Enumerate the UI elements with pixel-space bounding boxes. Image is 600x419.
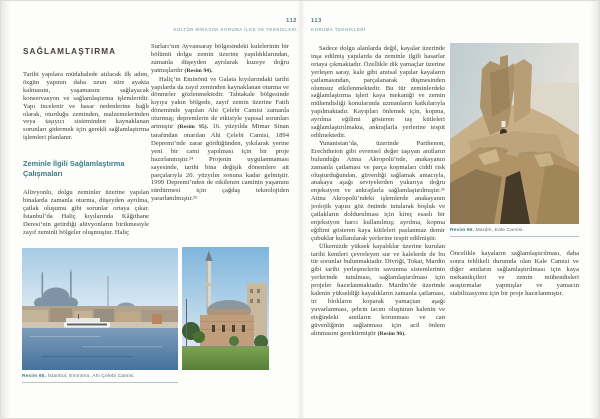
caption-text: Mardin, Kale Camisi. [474,228,524,233]
right-left-column [311,45,445,339]
paragraph: Öncelikle kayaların sağlamlaştırılması, daha sonra tehlikeli durumda olan Kale Camisi ve diğer anıtların sağlamlaştırılması için kaya mekanikçileri ve zemin mühendisleri araştırmalar yapmışlar ve yamacın stabilizasyonu için bir proje hazırlanmıştır. [450,250,579,297]
paragraph [151,76,289,204]
paragraph-text: Ülkemizde yüksek kayalıklar üzerine kurulan tarihi kentleri çevreleyen sur ve kalelerde de bu tür sorunlar bulunmaktadır. Divriği, Tokat, Mardin gibi tarihi yerleşmelerin savunma sistemlerinin yerlerinde tutulması, sağlamlaştırılması için projeler hazırlanmaktadır. Mardin’de üzerinde kalenin yükseldiği kayalıkların zamanla çatlaması, iri blokların koparak yamaçtan aşağı yuvarlanması, şehrin tacını oluşturan kalenin ve eteğindeki anıtların korunması ve can güvenliğinin sağlanması için acil önlem alınmasını gerektirmiştir [311,242,445,337]
right-right-column [450,250,579,297]
paragraph: Sadece dolgu alanlarda değil, kayalar üzerinde inşa edilmiş yapılarda da zeminle ilgili hasarlar ortaya çıkmaktadır. Özellikle dik yamaçlar üzerine yerleşen saray, kale gibi anıtsal yapılar kayaların çatlamasından, parçalanarak düşmesinden olumsuz etkilenmektedir. Bu tür zeminlerdeki sağlamlaştırma işleri kaya mekaniği ve zemin mühendisliği konularında uzmanların katkılarıyla yapılmaktadır. Kayıpları önlemek için, kopma, ayrılma eğilimi gösteren taş kütleleri sağlamlaştırılmakta, ankrajlarla yerlerine tespit edilmektedir. [311,45,445,139]
figure-caption-96 [450,228,579,233]
caption-text: İstanbul, Eminönü, Ahi Çelebi Camisi. [46,374,136,379]
right-page-header [311,18,511,32]
mosque-photo-illustration [182,247,269,370]
skyline-photo-illustration [22,248,178,370]
figure-reference-96: (Resim 96). [377,330,406,337]
paragraph [311,243,445,339]
intro-paragraph: Tarihi yapılara müdahalede atılacak ilk adım, özgün yapının daha uzun süre ayakta kalmasını, yaşamasını sağlayacak konservasyon ve sağlamlaştırma işlemleridir. Yapı incelenir ve hasar nedenlerine bağlı olarak, oturduğu zeminden, malzemelerinden veya taşıyıcı sisteminden kaynaklanan sorunları gidermek için gerekli sağlamlaştırma işlemleri planlanır. [23,71,149,142]
page-gutter [297,1,305,418]
left-sidebar-column [23,47,149,237]
castle-photo-illustration [450,43,579,224]
istanbul-eminonu-skyline-photo [22,248,178,370]
paragraph [151,43,289,76]
right-page-number: 113 [311,18,322,24]
left-page-header [151,18,297,32]
caption-label: Resim 96. [450,228,475,233]
subsection-paragraph: Alüvyonlu, dolgu zeminler üzerine yapılan binalarda zamanla oturma, düşeyden ayrılma, çatlak oluşumu gibi sorunlar ortaya çıkar. İstanbul’da Haliç kıyılarında Kâğıthane Deresi’nin getirdiği alüvyonların birikmesiyle zayıf zeminli bölgeler oluşmuştur. Haliç [23,189,149,236]
paragraph-text: 16. yüzyılda Mimar Sinan tarafından onarılan Ahi Çelebi Camisi, 1894 Depremi’nde zarar gördüğünden, yıkılarak yerine yeni bir cami yapılması için bir proje hazırlanmıştır.²⁴ Projenin uygulanmaması sayesinde, tarihi bina değişik dönemlere ait parçalarıyla 20. yüzyılın sonuna kadar gelmiştir. 1999 Depremi’nden de etkilenen caminin yaşamını sürdürmesi için çağdaş teknolojiden yararlanılmıştır.²⁵ [151,123,289,203]
left-running-title: KÜLTÜR MİRASINI KORUMA İLKE VE TEKNİKLERİ [173,26,297,32]
paragraph: Yunanistan’da, üzerinde Parthenon, Erechtheion gibi evrensel değer taşıyan anıtların bulunduğu Atina Akropolü’nde, anakayanın zamanla çatlaması ve parça kopmaları ciddi risk oluşturduğundan, güvenliği sağlamak amacıyla, anakaya aşağı seviyelerden yukarıya doğru enjeksiyon ve ankrajlarla sağlamlaştırılmıştır.²⁶ Atina Akropolü’ndeki işlemlerde anakayanın jeolojik yapısı göz önünde tutularak boşluk ve çatlakların doldurulması için kireç esaslı bir enjeksiyon harcı kullanılmış; ayrılma, kopma eğilimi gösteren kaya kütleleri paslanmaz demir çubuklar kullanılarak yerlerine tespit edilmiştir. [311,139,445,242]
caption-rule [22,382,178,383]
mardin-castle-photo [450,43,579,224]
left-page-edge [1,1,10,418]
right-page-edge [590,1,599,418]
ahi-celebi-mosque-photo [182,247,269,370]
figure-caption-95 [22,374,282,379]
paragraph-text: Haliç’in Eminönü ve Galata kıyılarındaki tarihi yapılarda da zayıf zeminden kaynaklanan oturma ve dönmeler gözlenmektedir. Tahtakale bölgesinde kıyıya yakın bölgede, zayıf zemin üzerine Fatih döneminde yapılan Ahi Çelebi Camisi zamanla oturmuş; depremlerin de etkisiyle yapısal sorunları artmıştır [151,75,289,131]
right-running-title: KORUMA TEKNİKLERİ [311,26,366,32]
paragraph-text: Surları’nın Ayvansaray bölgesindeki kulelerinin bir bölümü dolgu zemin üzerine yapıldıklarından, zamanla düşeyden ayrılarak kuzeye doğru yatmışlardır [151,43,289,74]
figure-reference-95: (Resim 95). [177,124,209,131]
subsection-heading: Zeminle İlgili Sağlamlaştırma Çalışmaları [23,159,125,178]
figure-reference-94: (Resim 94). [184,67,213,74]
caption-rule [450,236,579,237]
caption-label: Resim 95. [22,374,47,379]
left-middle-column [151,43,289,203]
left-page-number: 112 [286,18,297,24]
section-heading: SAĞLAMLAŞTIRMA [23,47,117,56]
